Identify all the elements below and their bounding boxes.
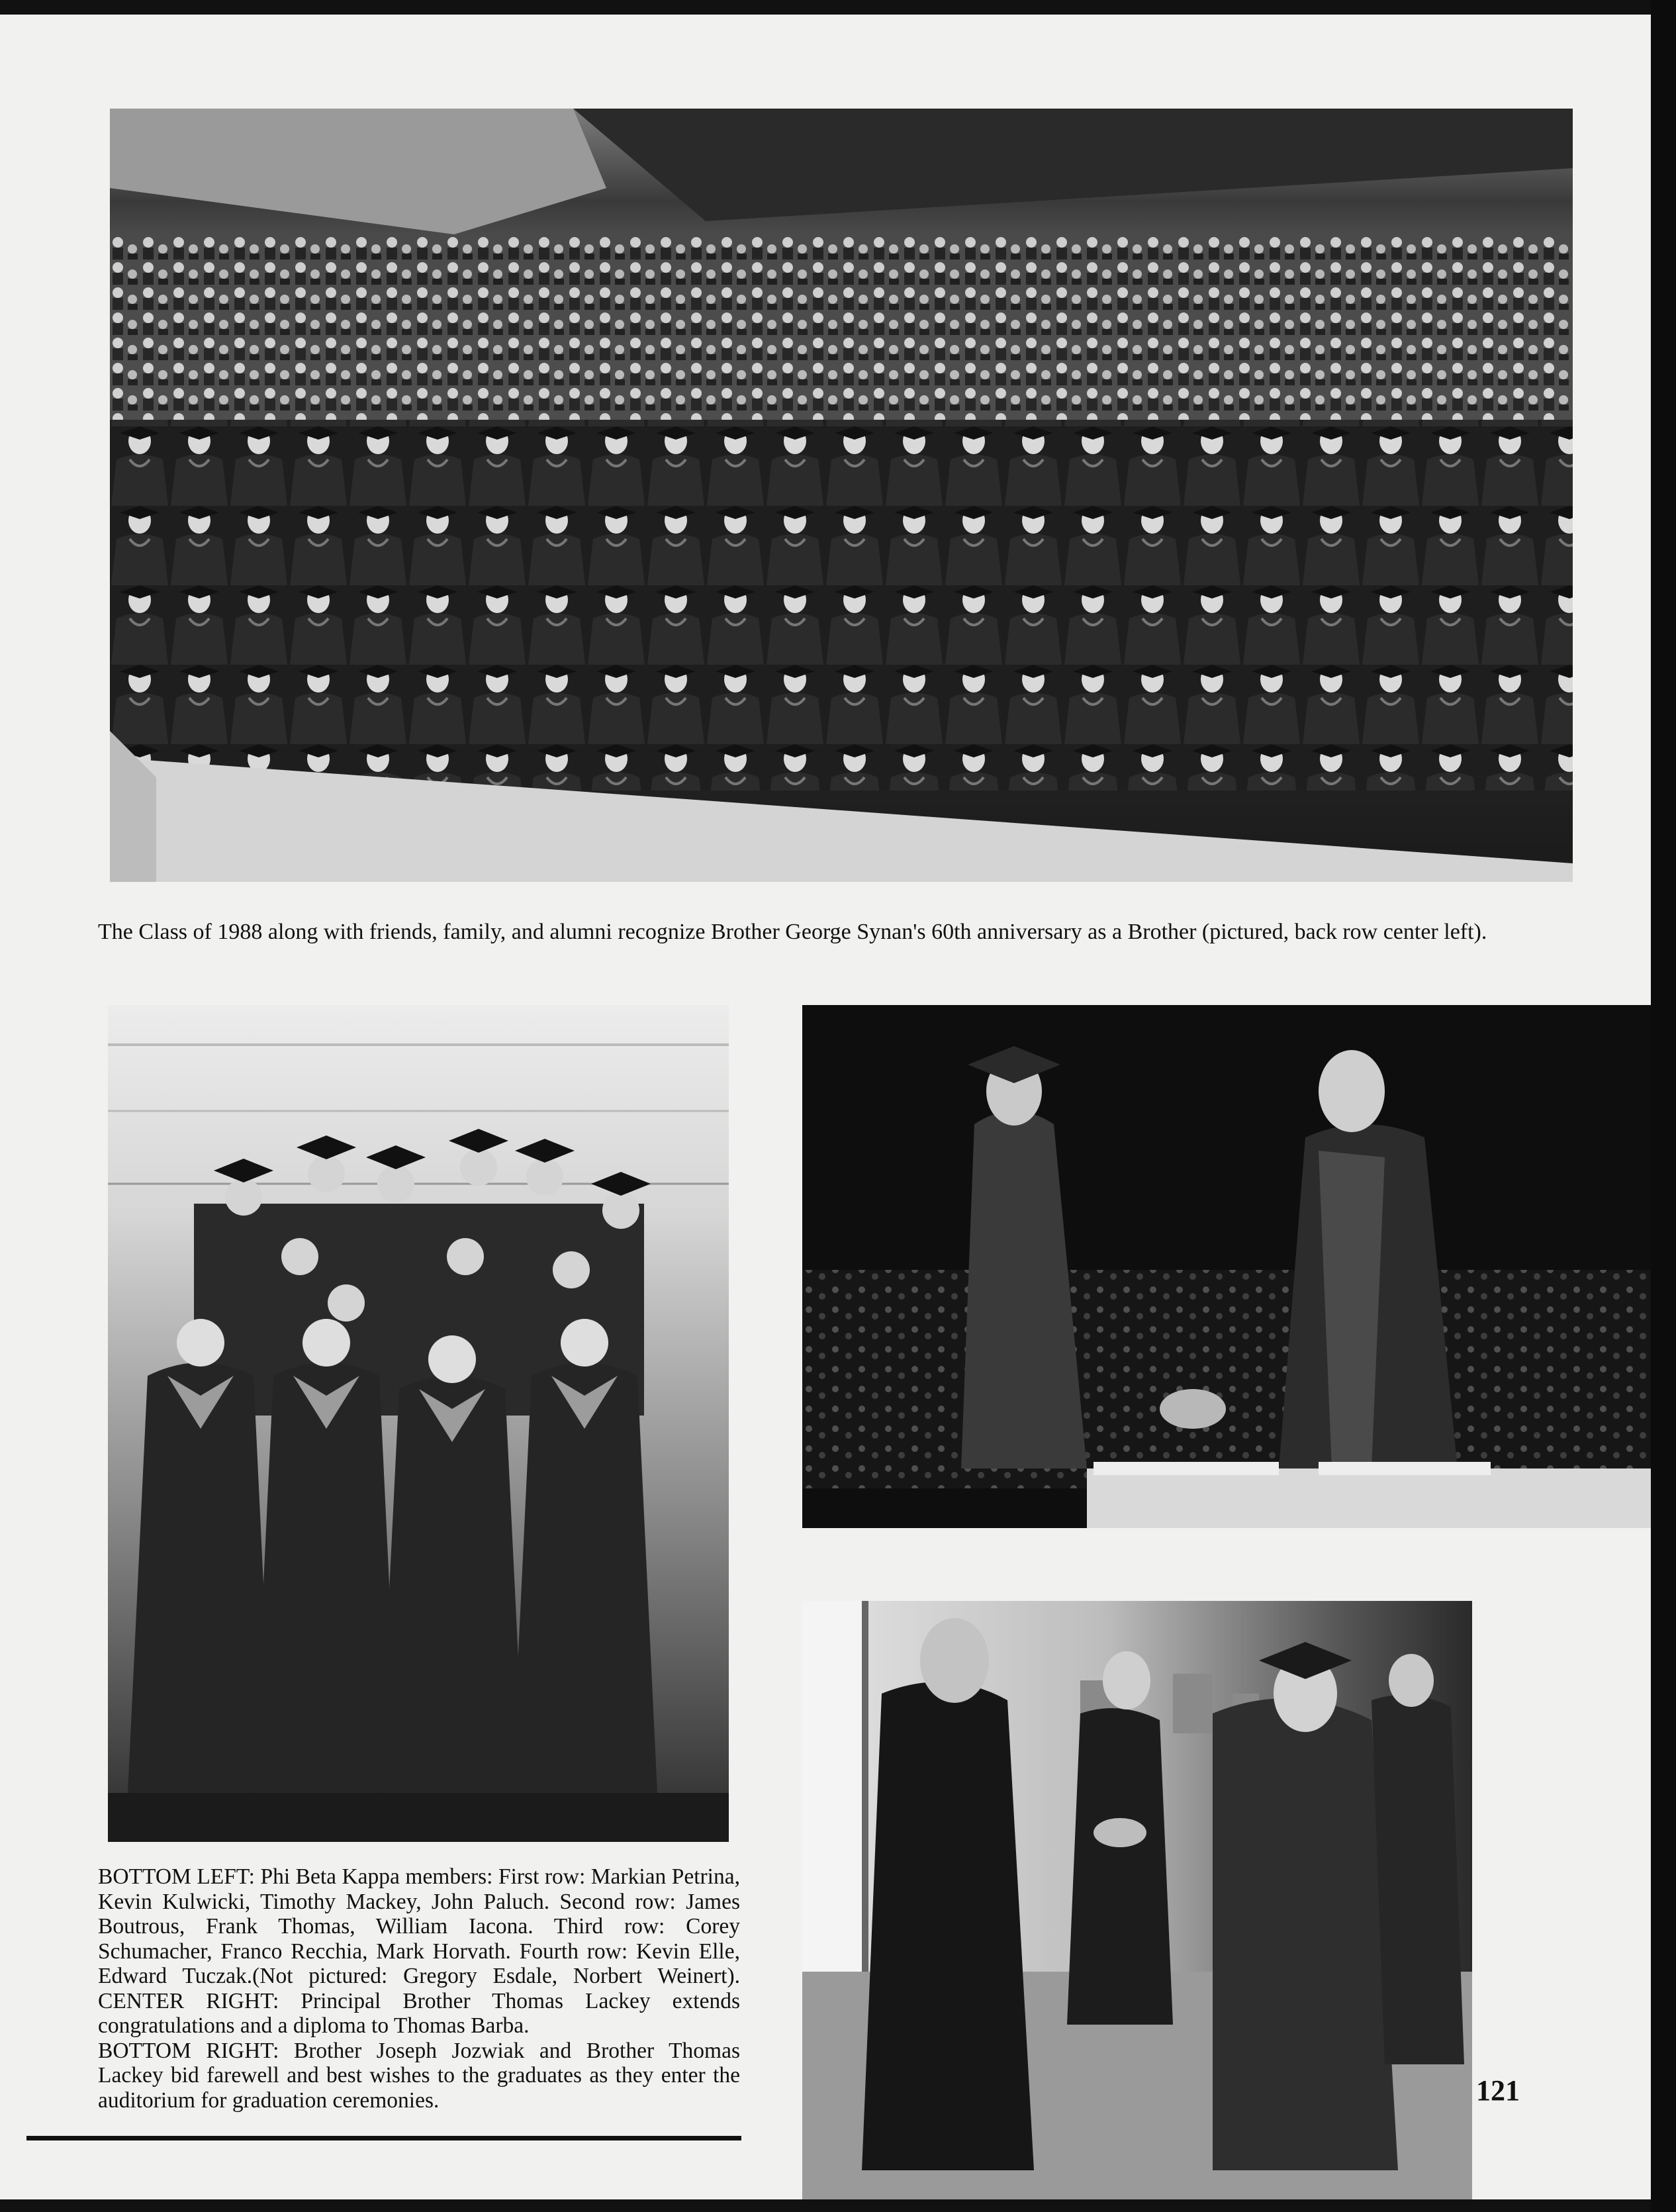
group-photo-art	[108, 1005, 729, 1842]
graduating-class-crowd-photo	[110, 109, 1573, 882]
entering-auditorium-photo	[802, 1601, 1472, 2199]
bottom-right-caption: BOTTOM RIGHT: Brother Joseph Jozwiak and Brother Thomas Lackey bid farewell and best wishes to the graduates as they enter the auditorium for graduation ceremonies.	[98, 2038, 740, 2113]
bottom-left-caption: BOTTOM LEFT: Phi Beta Kappa members: First row: Markian Petrina, Kevin Kulwicki, Timothy Mackey, John Paluch. Second row: James Boutrous, Frank Thomas, William Iacona. Third row: Corey Schumacher, Franco Recchia, Mark Horvath. Fourth row: Kevin Elle, Edward Tuczak.(Not pictured: Gregory Esdale, Norbert Weinert).	[98, 1864, 740, 1988]
scan-edge	[1651, 0, 1676, 2212]
yearbook-page	[0, 15, 1651, 2199]
page-number: 121	[1476, 2074, 1520, 2107]
phi-beta-kappa-group-photo	[108, 1005, 729, 1842]
diploma-handshake-photo	[802, 1005, 1651, 1528]
bottom-captions-block	[98, 1864, 740, 2113]
crowd-photo-art	[110, 109, 1573, 882]
center-right-caption: CENTER RIGHT: Principal Brother Thomas Lackey extends congratulations and a diploma to Thomas Barba.	[98, 1988, 740, 2038]
top-photo-caption: The Class of 1988 along with friends, family, and alumni recognize Brother George Synan's 60th anniversary as a Brother (pictured, back row center left).	[98, 920, 1487, 944]
handshake-photo-art	[802, 1005, 1651, 1528]
auditorium-entry-photo-art	[802, 1601, 1472, 2199]
footer-rule	[26, 2136, 741, 2140]
